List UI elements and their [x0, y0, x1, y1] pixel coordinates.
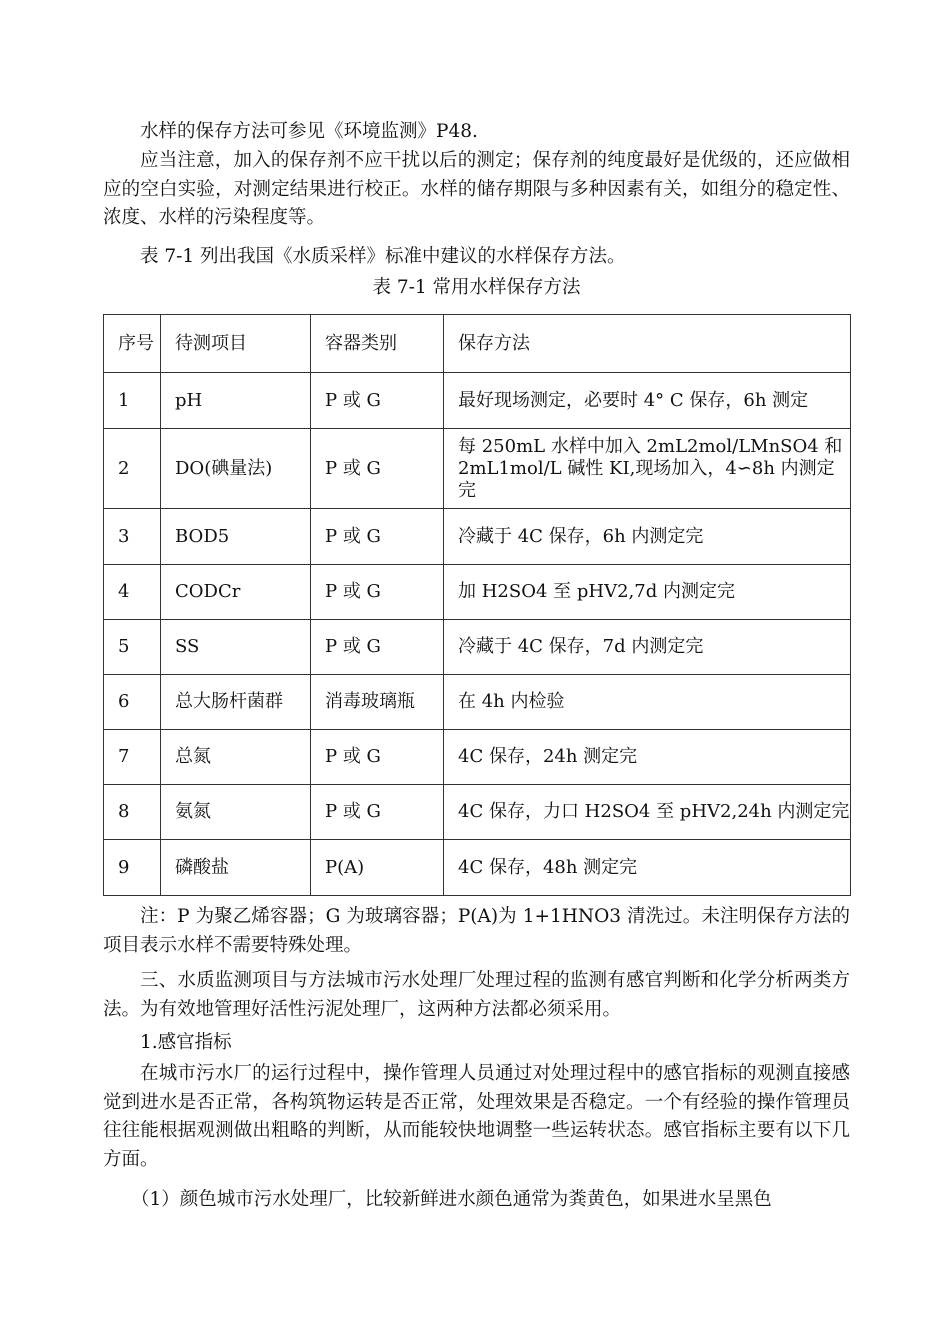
table-row — [104, 565, 851, 620]
header-cell: 序号 — [104, 315, 161, 373]
table-cell: DO(碘量法) — [161, 429, 311, 509]
paragraph-section-three: 三、水质监测项目与方法城市污水处理厂处理过程的监测有感官判断和化学分析两类方法。为有效地管理好活性污泥处理厂，这两种方法都必须采用。 — [103, 970, 850, 1020]
table-row — [104, 785, 851, 840]
table-cell-text: 4C 保存，力口 H2SO4 至 pHV2,24h 内测定完 — [458, 801, 850, 822]
header-cell: 容器类别 — [311, 315, 444, 373]
table-cell: 加 H2SO4 至 pHV2,7d 内测定完 — [444, 565, 851, 620]
paragraph-sensory-description: 在城市污水厂的运行过程中，操作管理人员通过对处理过程中的感官指标的观测直接感觉到进水是否正常，各构筑物运转是否正常，处理效果是否稳定。一个有经验的操作管理员往往能根据观测做出粗略的判断，从而能较快地调整一些运转状态。感官指标主要有以下几方面。 — [103, 1063, 850, 1170]
paragraph-reference: 水样的保存方法可参见《环境监测》P48. — [140, 121, 478, 142]
paragraph-preservative-note: 应当注意，加入的保存剂不应干扰以后的测定；保存剂的纯度最好是优级的，还应做相应的空白实验，对测定结果进行校正。水样的储存期限与多种因素有关，如组分的稳定性、浓度、水样的污染程度等。 — [103, 150, 850, 228]
table-cell: 7 — [104, 730, 161, 785]
table-cell: 4C 保存，48h 测定完 — [444, 840, 851, 896]
table-cell: 3 — [104, 509, 161, 565]
paragraph-table-intro: 表 7-1 列出我国《水质采样》标准中建议的水样保存方法。 — [140, 246, 626, 267]
paragraph-color: （1）颜色城市污水处理厂，比较新鲜进水颜色通常为粪黄色，如果进水呈黑色 — [131, 1189, 772, 1210]
header-cell: 保存方法 — [444, 315, 851, 373]
table-cell: P 或 G — [311, 509, 444, 565]
table-cell: 总大肠杆菌群 — [161, 675, 311, 730]
paragraph-table-note: 注：P 为聚乙烯容器；G 为玻璃容器；P(A)为 1+1HNO3 清洗过。未注明保存方法的项目表示水样不需要特殊处理。 — [103, 906, 850, 956]
table-row — [104, 730, 851, 785]
table-cell: P(A) — [311, 840, 444, 896]
table-cell: 最好现场测定，必要时 4° C 保存，6h 测定 — [444, 373, 851, 429]
table-cell: 2 — [104, 429, 161, 509]
table-cell: BOD5 — [161, 509, 311, 565]
table-cell: 磷酸盐 — [161, 840, 311, 896]
table-cell: 在 4h 内检验 — [444, 675, 851, 730]
table-cell: pH — [161, 373, 311, 429]
table-cell: P 或 G — [311, 785, 444, 840]
table-cell: P 或 G — [311, 730, 444, 785]
table-cell: 总氮 — [161, 730, 311, 785]
table-cell — [444, 785, 851, 840]
table-cell: CODCr — [161, 565, 311, 620]
table-row — [104, 675, 851, 730]
table-cell: 1 — [104, 373, 161, 429]
table-row — [104, 509, 851, 565]
table-cell: 4 — [104, 565, 161, 620]
subheading-sensory-indicators: 1.感官指标 — [140, 1032, 232, 1053]
table-cell: 8 — [104, 785, 161, 840]
table-row — [104, 620, 851, 675]
table-cell: SS — [161, 620, 311, 675]
table-caption: 表 7-1 常用水样保存方法 — [372, 277, 581, 298]
table-row — [104, 429, 851, 509]
table-cell: 冷藏于 4C 保存，6h 内测定完 — [444, 509, 851, 565]
table-cell: 5 — [104, 620, 161, 675]
table-row — [104, 840, 851, 896]
table-cell: P 或 G — [311, 565, 444, 620]
preservation-table — [103, 314, 851, 896]
table-cell: 每 250mL 水样中加入 2mL2mol/LMnSO4 和 2mL1mol/L 碱性 KI,现场加入，4∽8h 内测定完 — [444, 429, 851, 509]
table-cell: 9 — [104, 840, 161, 896]
table-cell: 冷藏于 4C 保存，7d 内测定完 — [444, 620, 851, 675]
table-cell: P 或 G — [311, 429, 444, 509]
table-header-row — [104, 315, 851, 373]
table-cell: 6 — [104, 675, 161, 730]
table-cell: P 或 G — [311, 620, 444, 675]
table-cell: P 或 G — [311, 373, 444, 429]
table-cell: 消毒玻璃瓶 — [311, 675, 444, 730]
table-row — [104, 373, 851, 429]
header-cell: 待测项目 — [161, 315, 311, 373]
table-cell: 氨氮 — [161, 785, 311, 840]
table-cell: 4C 保存，24h 测定完 — [444, 730, 851, 785]
